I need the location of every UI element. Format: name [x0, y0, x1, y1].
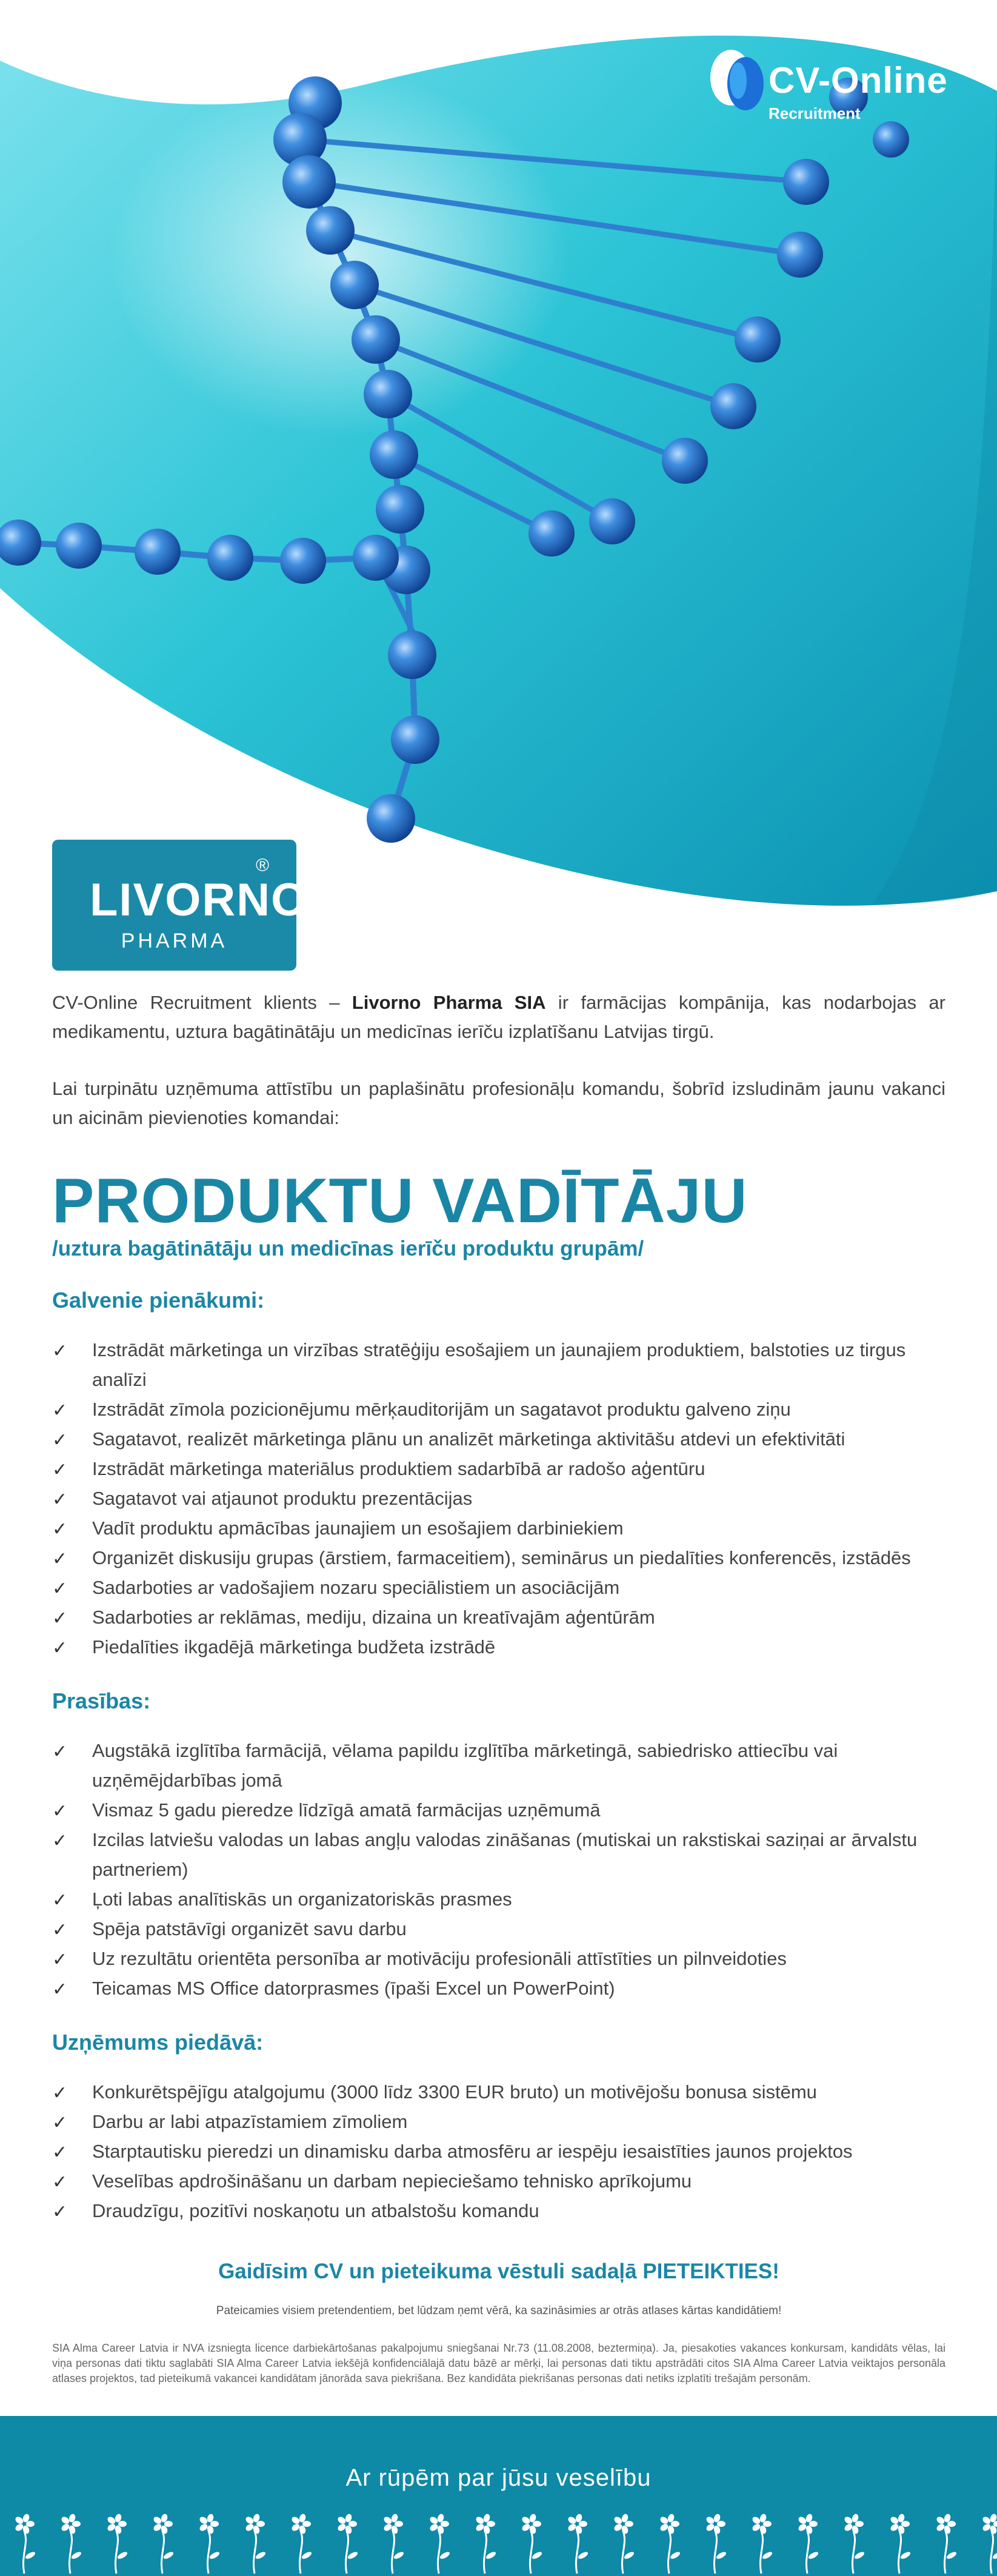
list-item-text: Konkurētspējīgu atalgojumu (3000 līdz 3300 EUR bruto) un motivējošu bonusa sistēmu — [92, 2081, 817, 2103]
job-ad-content — [52, 988, 945, 2386]
list-item — [52, 1944, 945, 1973]
list-item-text: Izstrādāt mārketinga un virzības stratēģiju esošajiem un jaunajiem produktiem, balstoties uz tirgus analīzi — [92, 1339, 906, 1390]
check-icon: ✓ — [52, 2113, 68, 2133]
check-icon: ✓ — [52, 1341, 68, 1361]
flower-icon — [935, 2513, 957, 2574]
flower-icon — [60, 2513, 82, 2574]
helix-sphere — [662, 438, 708, 484]
helix-sphere — [364, 370, 412, 418]
helix-sphere — [777, 232, 823, 278]
check-icon: ✓ — [52, 1801, 68, 1821]
flower-icon — [981, 2513, 997, 2574]
footer-slogan: Ar rūpēm par jūsu veselību — [345, 2464, 652, 2491]
flower-icon — [751, 2513, 773, 2574]
helix-sphere — [280, 538, 326, 584]
list-item — [52, 1543, 945, 1573]
livorno-pharma-logo — [52, 840, 308, 971]
list-item-text: Piedalīties ikgadējā mārketinga budžeta izstrādē — [92, 1636, 496, 1658]
duties-heading: Galvenie pienākumi: — [52, 1288, 265, 1313]
flower-icon — [475, 2513, 496, 2574]
list-item-text: Izstrādāt mārketinga materiālus produktiem sadarbībā ar radošo aģentūru — [92, 1458, 705, 1479]
check-icon: ✓ — [52, 1979, 68, 1999]
flower-icon — [106, 2513, 128, 2574]
intro-paragraph-2: Lai turpinātu uzņēmuma attīstību un paplašinātu profesionāļu komandu, šobrīd izsludinām jaunu vakanci un aicinām pievienoties komandai: — [52, 1078, 945, 1128]
list-item-text: Spēja patstāvīgi organizēt savu darbu — [92, 1918, 407, 1939]
list-item-text: Augstākā izglītība farmācijā, vēlama papildu izglītība mārketingā, sabiedrisko attiecību vai uzņēmējdarbības jomā — [92, 1740, 838, 1791]
check-icon: ✓ — [52, 1460, 68, 1480]
check-icon: ✓ — [52, 2143, 68, 2163]
list-item-text: Sadarboties ar reklāmas, mediju, dizaina un kreatīvajām aģentūrām — [92, 1607, 655, 1628]
list-item — [52, 1973, 945, 2003]
check-icon: ✓ — [52, 1549, 68, 1569]
flower-icon — [613, 2513, 635, 2574]
list-item — [52, 1513, 945, 1543]
list-item-text: Sadarboties ar vadošajiem nozaru speciālistiem un asociācijām — [92, 1577, 620, 1598]
cv-online-logo[interactable] — [703, 44, 958, 129]
flower-row — [0, 2507, 997, 2576]
flower-icon — [244, 2513, 266, 2574]
list-item-text: Veselības apdrošināšanu un darbam nepieciešamo tehnisko aprīkojumu — [92, 2170, 692, 2192]
helix-sphere — [306, 206, 355, 255]
helix-sphere — [783, 159, 829, 205]
requirements-heading: Prasības: — [52, 1688, 151, 1713]
dna-helix-image — [0, 0, 997, 946]
list-item — [52, 1602, 945, 1632]
hero-banner — [0, 0, 997, 946]
list-item-text: Ļoti labas analītiskās un organizatoriskās prasmes — [92, 1889, 512, 1910]
logo-name: LIVORNO — [90, 874, 308, 926]
check-icon: ✓ — [52, 2083, 68, 2103]
check-icon: ✓ — [52, 1890, 68, 1910]
footer-band — [0, 2416, 997, 2576]
list-item-text: Vadīt produktu apmācības jaunajiem un esošajiem darbiniekiem — [92, 1517, 624, 1539]
check-icon: ✓ — [52, 1400, 68, 1420]
list-item-text: Organizēt diskusiju grupas (ārstiem, farmaceitiem), seminārus un piedalīties konferencēs, izstādēs — [92, 1547, 911, 1568]
list-item — [52, 1394, 945, 1424]
job-title: PRODUKTU VADĪTĀJU — [52, 1166, 748, 1236]
list-item — [52, 2077, 945, 2107]
list-item-text: Sagatavot vai atjaunot produktu prezentācijas — [92, 1488, 473, 1509]
check-icon: ✓ — [52, 1638, 68, 1658]
helix-sphere — [56, 523, 102, 569]
list-item-text: Vismaz 5 gadu pieredze līdzīgā amatā farmācijas uzņēmumā — [92, 1799, 601, 1821]
helix-sphere — [735, 316, 781, 363]
flower-icon — [382, 2513, 404, 2574]
list-item — [52, 1573, 945, 1602]
check-icon: ✓ — [52, 1490, 68, 1510]
helix-sphere — [388, 631, 436, 679]
check-icon: ✓ — [52, 1831, 68, 1851]
flower-icon — [659, 2513, 681, 2574]
helix-sphere — [353, 535, 399, 581]
helix-sphere — [135, 529, 181, 575]
apply-call-to-action: Gaidīsim CV un pieteikuma vēstuli sadaļā PIETEIKTIES! — [218, 2260, 779, 2283]
helix-sphere — [367, 794, 415, 843]
flower-icon — [797, 2513, 819, 2574]
logo-sub: PHARMA — [121, 929, 228, 952]
job-subtitle: /uztura bagātinātāju un medicīnas ierīču produktu grupām/ — [52, 1237, 644, 1260]
list-item — [52, 1825, 945, 1884]
list-item-text: Starptautisku pieredzi un dinamisku darba atmosfēru ar iespēju iesaistīties jaunos projektos — [92, 2141, 853, 2162]
offers-list — [52, 2077, 945, 2226]
flower-icon — [14, 2513, 36, 2574]
duties-list — [52, 1335, 945, 1662]
list-item — [52, 2107, 945, 2136]
list-item — [52, 2136, 945, 2166]
flower-icon — [705, 2513, 727, 2574]
helix-sphere — [352, 315, 400, 364]
list-item — [52, 2196, 945, 2226]
cv-online-brand-name: CV-Online — [769, 60, 948, 101]
check-icon: ✓ — [52, 1519, 68, 1539]
check-icon: ✓ — [52, 2202, 68, 2222]
requirements-list — [52, 1736, 945, 2003]
flower-icon — [843, 2513, 865, 2574]
list-item — [52, 1454, 945, 1484]
flower-icon — [567, 2513, 589, 2574]
list-item — [52, 1424, 945, 1454]
flower-icon — [889, 2513, 911, 2574]
thanks-note: Pateicamies visiem pretendentiem, bet lūdzam ņemt vērā, ka sazināsimies ar otrās atlases kārtas kandidātiem! — [216, 2304, 782, 2317]
flower-icon — [428, 2513, 450, 2574]
helix-sphere — [282, 155, 336, 209]
helix-sphere — [391, 715, 439, 764]
check-icon: ✓ — [52, 1920, 68, 1940]
list-item-text: Izcilas latviešu valodas un labas angļu valodas zināšanas (mutiskai un rakstiskai saziņai ar ārvalstu partneriem) — [92, 1829, 918, 1880]
list-item-text: Teicamas MS Office datorprasmes (īpaši Excel un PowerPoint) — [92, 1978, 615, 1999]
helix-sphere — [529, 510, 575, 557]
list-item — [52, 2166, 945, 2196]
helix-sphere — [370, 430, 418, 479]
list-item — [52, 1795, 945, 1825]
helix-sphere — [207, 535, 253, 581]
intro-paragraph — [52, 988, 945, 1046]
check-icon: ✓ — [52, 1742, 68, 1762]
helix-sphere — [589, 498, 635, 544]
legal-notice: SIA Alma Career Latvia ir NVA izsniegta licence darbiekārtošanas pakalpojumu sniegšanai Nr.73 (11.08.2008, beztermiņa). Ja, piesakoties vakances konkursam, kandidāts vēlas, lai viņa personas dati tiktu saglabāti SIA Alma Career Latvia iekšējā konfidenciālajā datu bāzē ar mērķi, lai personas dati tiktu apstrādāti citos SIA Alma Career Latvia veiktajos personāla atlases projektos, tad pieteikumā vakancei kandidātam jānorāda sava piekrišana. Bez kandidāta piekrišanas personas dati netiks izplatīti trešajām personām. — [52, 2342, 945, 2384]
registered-mark: ® — [256, 855, 270, 875]
flower-icon — [336, 2513, 358, 2574]
list-item-text: Darbu ar labi atpazīstamiem zīmoliem — [92, 2111, 408, 2132]
list-item — [52, 1335, 945, 1394]
list-item — [52, 1914, 945, 1944]
check-icon: ✓ — [52, 1579, 68, 1599]
flower-icon — [198, 2513, 220, 2574]
intro-text-after: ir farmācijas kompānija, kas nodarbojas ar medikamentu, uztura bagātinātāju un medicīnas ierīču izplatīšanu Latvijas tirgū. — [52, 992, 945, 1042]
check-icon: ✓ — [52, 1430, 68, 1450]
company-name: Livorno Pharma SIA — [352, 992, 546, 1013]
check-icon: ✓ — [52, 1608, 68, 1628]
check-icon: ✓ — [52, 1950, 68, 1970]
list-item — [52, 1484, 945, 1513]
offers-heading: Uzņēmums piedāvā: — [52, 2030, 264, 2055]
flower-icon — [290, 2513, 312, 2574]
helix-sphere — [376, 485, 424, 534]
cv-online-brand-sub: Recruitment — [769, 104, 861, 122]
list-item — [52, 1632, 945, 1662]
list-item-text: Uz rezultātu orientēta personība ar motivāciju profesionāli attīstīties un pilnveidoties — [92, 1948, 787, 1969]
list-item-text: Izstrādāt zīmola pozicionējumu mērķauditorijām un sagatavot produktu galveno ziņu — [92, 1399, 791, 1420]
list-item-text: Sagatavot, realizēt mārketinga plānu un analizēt mārketinga aktivitāšu atdevi un efektivitāti — [92, 1428, 845, 1450]
flower-icon — [152, 2513, 174, 2574]
list-item-text: Draudzīgu, pozitīvi noskaņotu un atbalstošu komandu — [92, 2200, 539, 2221]
list-item — [52, 1884, 945, 1914]
helix-sphere — [330, 261, 379, 309]
helix-sphere — [710, 383, 756, 429]
list-item — [52, 1736, 945, 1795]
flower-icon — [521, 2513, 542, 2574]
intro-text-before: CV-Online Recruitment klients – — [52, 992, 352, 1013]
cv-online-logo-icon — [707, 47, 767, 114]
check-icon: ✓ — [52, 2172, 68, 2192]
